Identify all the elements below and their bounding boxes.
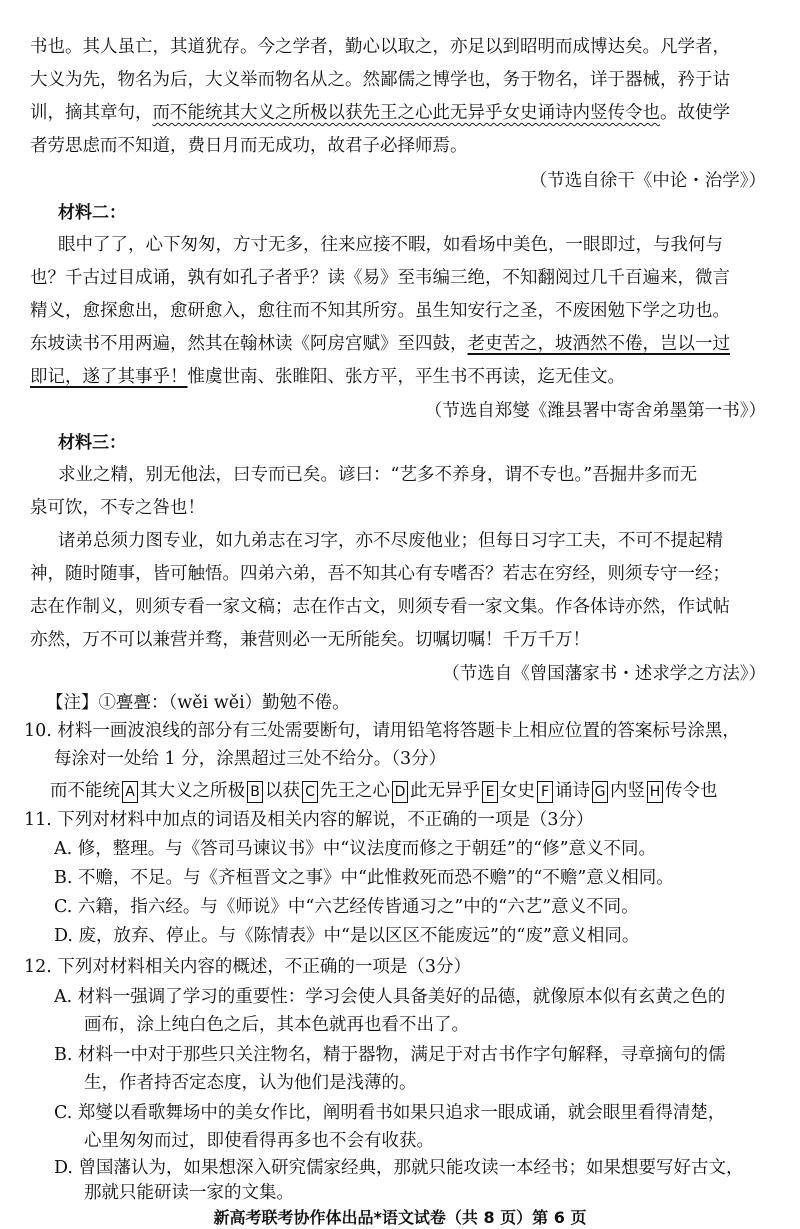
text-line [30,329,780,359]
question-12-option-c-cont: 心里匆匆而过，即使看得再多也不会有收获。 [84,1131,434,1151]
source-citation: （节选自郑燮《潍县署中寄舍弟墨第一书》） [424,401,766,421]
text-line: 也？千古过目成诵，孰有如孔子者乎？读《易》至韦编三绝，不知翻阅过几千百遍来，微言 [30,268,730,288]
text-line: 精义，愈探愈出，愈研愈入，愈往而不知其所穷。虽生知安行之圣，不废困勉下学之功也。 [30,301,730,321]
wavy-underlined-text: 而不能统其大义之所极以获先王之心此无异乎女史诵诗内竖传令也 [152,103,660,123]
question-12-option-b-cont: 生，作者持否定态度，认为他们是浅薄的。 [84,1073,417,1093]
answer-box-g[interactable]: G [592,781,608,803]
question-10-stem: 10. 材料一画波浪线的部分有三处需要断句，请用铅笔将答题卡上相应位置的答案标号涂黑， [24,721,740,741]
question-12-stem: 12. 下列对材料相关内容的概述，不正确的一项是（3分） [24,957,472,977]
source-citation: （节选自《曾国藩家书・述求学之方法》） [442,664,766,684]
question-10-stem-cont: 每涂对一处给 1 分，涂黑超过三处不给分。（3分） [54,749,447,769]
answer-box-f[interactable]: F [537,781,553,803]
text-line: 书也。其人虽亡，其道犹存。今之学者，勤心以取之，亦足以到昭明而成博达矣。凡学者， [30,37,730,57]
question-11-option-a: A. 修，整理。与《答司马谏议书》中“议法度而修之于朝廷”的“修”意义不同。 [54,839,657,859]
underlined-text: 即记，遂了其事乎！ [30,367,188,387]
segment-text: 女史 [500,781,535,801]
text-segment: 训，摘其章句， [30,103,153,123]
page-footer: 新高考联考协作体出品*语文试卷（共 8 页）第 6 页 [213,1208,587,1227]
text-line: 诸弟总须力图专业，如九弟志在习字，亦不尽废他业；但每日习字工夫，不可不提起精 [58,531,723,551]
segment-text: 此无异乎 [410,781,480,801]
question-11-option-b: B. 不赡，不足。与《齐桓晋文之事》中“此惟救死而恐不赡”的“不赡”意义相同。 [54,868,674,888]
underlined-text: 老吏苦之，坡洒然不倦，岂以一过 [467,334,730,354]
text-line [30,98,780,128]
segment-text: 传令也 [665,781,718,801]
question-11-stem: 11. 下列对材料中加点的词语及相关内容的解说，不正确的一项是（3分） [24,810,594,830]
section-header: 材料二： [58,203,126,223]
question-11-option-c: C. 六籍，指六经。与《师说》中“六艺经传皆通习之”中的“六艺”意义不同。 [54,897,639,917]
text-line: 亦然，万不可以兼营并骛，兼营则必一无所能矣。切嘱切嘱！千万千万！ [30,630,590,650]
answer-box-b[interactable]: B [247,781,263,803]
segment-text: 先王之心 [320,781,390,801]
question-12-option-d-cont: 那就只能研读一家的文集。 [84,1183,294,1203]
text-line: 眼中了了，心下匆匆，方寸无多，往来应接不暇，如看场中美色，一眼即过，与我何与 [58,235,723,255]
question-12-option-b: B. 材料一中对于那些只关注物名，精于器物，满足于对古书作字句解释，寻章摘句的儒 [54,1045,726,1065]
segment-text: 而不能统 [50,781,120,801]
question-11-option-d: D. 废，放弃、停止。与《陈情表》中“是以区区不能废远”的“废”意义相同。 [54,926,640,946]
text-line: 大义为先，物名为后，大义举而物名从之。然鄙儒之博学也，务于物名，详于器械，矜于诂 [30,70,730,90]
segment-text: 其大义之所极 [140,781,245,801]
segment-text: 诵诗 [555,781,590,801]
question-12-option-a-cont: 画布，涂上纯白色之后，其本色就再也看不出了。 [84,1015,469,1035]
text-segment: 惟虞世南、张睢阳、张方平，平生书不再读，迄无佳文。 [187,367,625,387]
text-line: 者劳思虑而不知道，费日月而无成功，故君子必择师焉。 [30,136,468,156]
section-header: 材料三： [58,433,126,453]
question-10-answer-boxes [50,776,790,806]
answer-box-h[interactable]: H [647,781,663,803]
answer-box-a[interactable]: A [122,781,138,803]
segment-text: 内竖 [610,781,645,801]
text-segment: 东坡读书不用两遍，然其在翰林读《阿房宫赋》至四鼓， [30,334,468,354]
question-12-option-c: C. 郑燮以看歌舞场中的美女作比，阐明看书如果只追求一眼成诵，就会眼里看得清楚， [54,1103,726,1123]
text-line: 求业之精，别无他法，曰专而已矣。谚曰：“艺多不养身，谓不专也。”吾掘井多而无 [58,465,698,485]
text-line [30,362,780,392]
text-line: 神，随时随事，皆可触悟。四弟六弟，吾不知其心有专嗜否？若志在穷经，则须专守一经； [30,564,730,584]
source-citation: （节选自徐干《中论・治学》） [529,171,766,191]
segment-text: 以获 [265,781,300,801]
text-line: 志在作制义，则须专看一家文稿；志在作古文，则须专看一家文集。作各体诗亦然，作试帖 [30,597,730,617]
question-12-option-a: A. 材料一强调了学习的重要性：学习会使人具备美好的品德，就像原本似有玄黄之色的 [54,987,726,1007]
text-line: 泉可饮，不专之咎也！ [30,498,205,518]
answer-box-e[interactable]: E [482,781,498,803]
answer-box-c[interactable]: C [302,781,318,803]
question-12-option-d: D. 曾国藩认为，如果想深入研究儒家经典，那就只能攻读一本经书；如果想要写好古文， [54,1158,744,1178]
answer-box-d[interactable]: D [392,781,408,803]
annotation-note: 【注】①亹亹：（wěi wěi）勤勉不倦。 [46,693,350,713]
text-segment: 。故使学 [660,103,730,123]
